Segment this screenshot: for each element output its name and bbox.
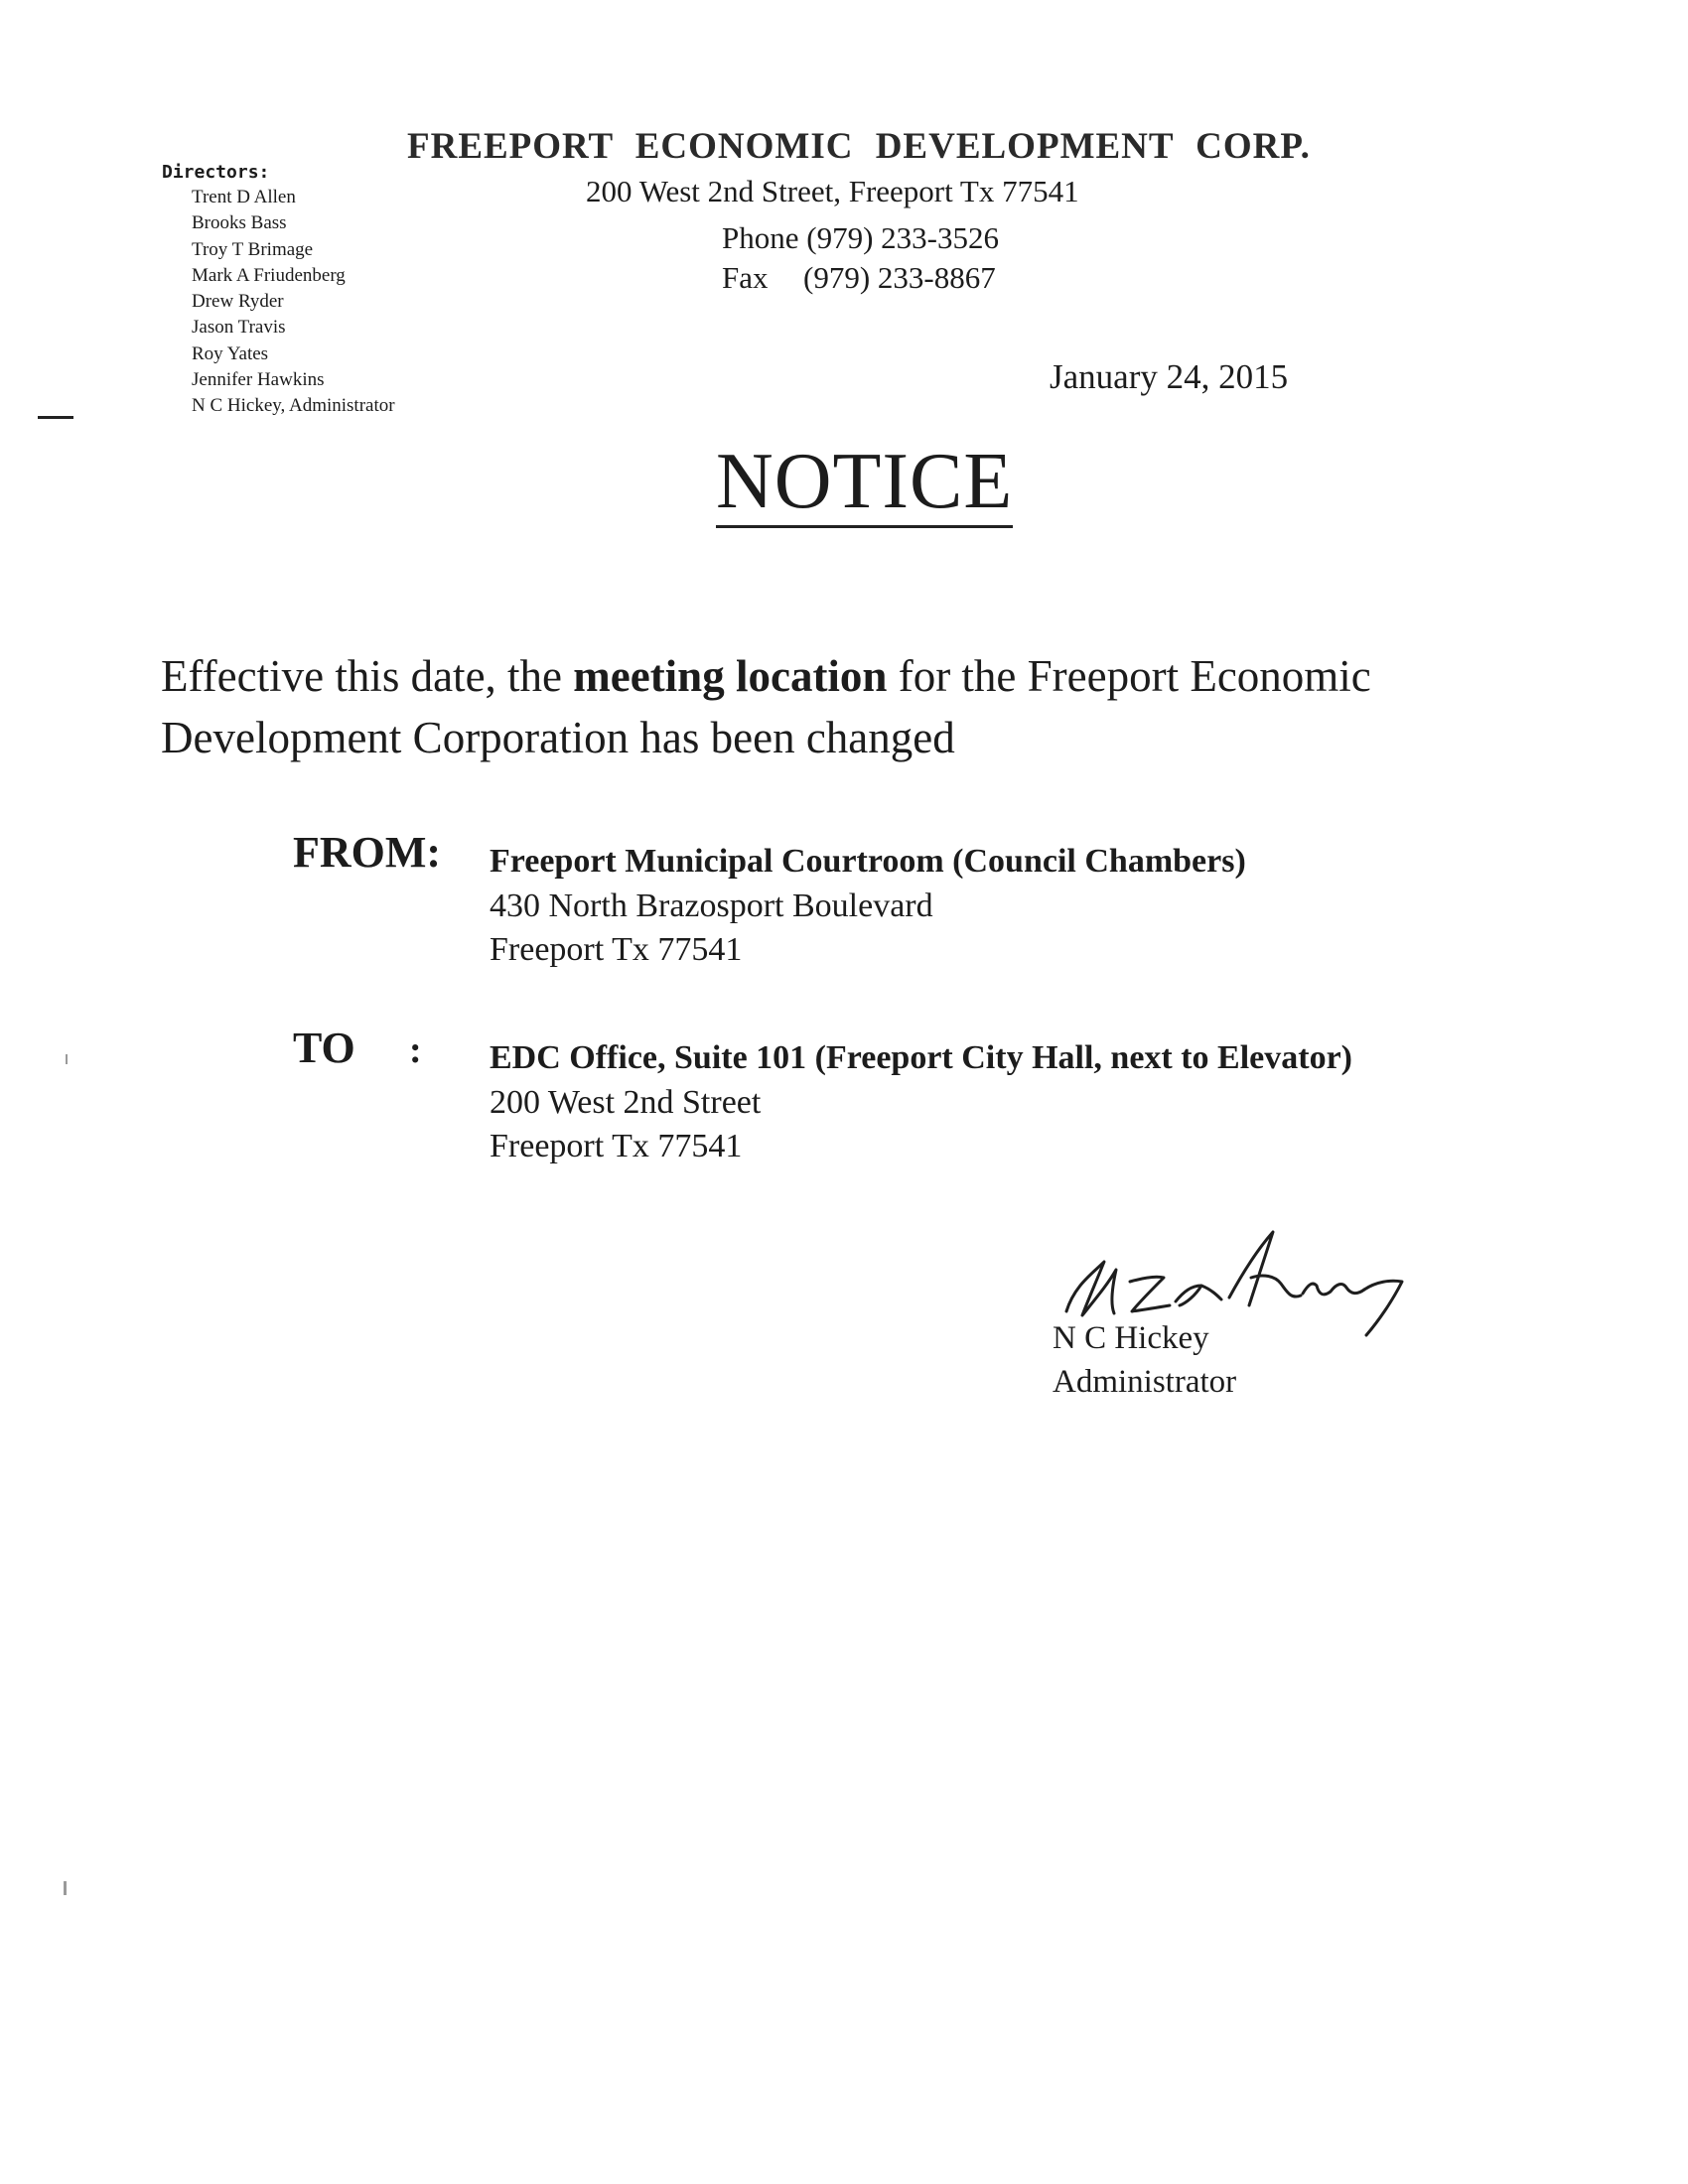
fax-number: (979) 233-8867 (803, 260, 996, 295)
from-address (490, 839, 1246, 972)
to-address (490, 1035, 1352, 1168)
from-city: Freeport Tx 77541 (490, 931, 743, 968)
to-city: Freeport Tx 77541 (490, 1128, 743, 1164)
fax-label: Fax (722, 260, 769, 295)
to-street: 200 West 2nd Street (490, 1084, 762, 1121)
scan-speck (64, 1881, 67, 1895)
from-location: Freeport Municipal Courtroom (Council Chambers) (490, 843, 1246, 880)
notice-body (161, 645, 1571, 768)
to-location: EDC Office, Suite 101 (Freeport City Hall, next to Elevator) (490, 1039, 1353, 1076)
directors-heading: Directors: (162, 162, 270, 183)
margin-mark (38, 416, 73, 419)
director-name: Drew Ryder (192, 291, 284, 313)
director-name: Roy Yates (192, 342, 269, 364)
organization-name: FREEPORT ECONOMIC DEVELOPMENT CORP. (407, 126, 1311, 167)
signatory-name: N C Hickey (1053, 1320, 1209, 1356)
director-name: Troy T Brimage (192, 238, 314, 260)
director-name: Brooks Bass (192, 212, 287, 234)
letter-date: January 24, 2015 (1050, 357, 1289, 396)
phone-number: (979) 233-3526 (806, 220, 999, 255)
to-label: TO (293, 1024, 355, 1072)
from-label: FROM: (293, 828, 442, 877)
director-name: Jason Travis (192, 317, 286, 339)
signatory-title: Administrator (1053, 1364, 1237, 1400)
directors-list (192, 185, 395, 420)
body-prefix: Effective this date, the (161, 651, 574, 701)
to-colon: : (409, 1029, 422, 1071)
director-name: Mark A Friudenberg (192, 264, 346, 286)
phone-label: Phone (722, 220, 799, 255)
organization-address: 200 West 2nd Street, Freeport Tx 77541 (586, 174, 1079, 208)
from-street: 430 North Brazosport Boulevard (490, 887, 933, 924)
director-name: Trent D Allen (192, 187, 296, 207)
body-suffix: for the Freeport Economic Development Corporation has been changed (161, 651, 1371, 762)
director-name: Jennifer Hawkins (192, 369, 325, 391)
body-emphasis: meeting location (573, 651, 888, 701)
fax-line (722, 260, 996, 296)
notice-title: NOTICE (716, 442, 1013, 528)
scan-speck (66, 1054, 68, 1064)
director-name: N C Hickey, Administrator (192, 395, 395, 417)
phone-line (722, 220, 999, 256)
directors-block (162, 162, 395, 420)
